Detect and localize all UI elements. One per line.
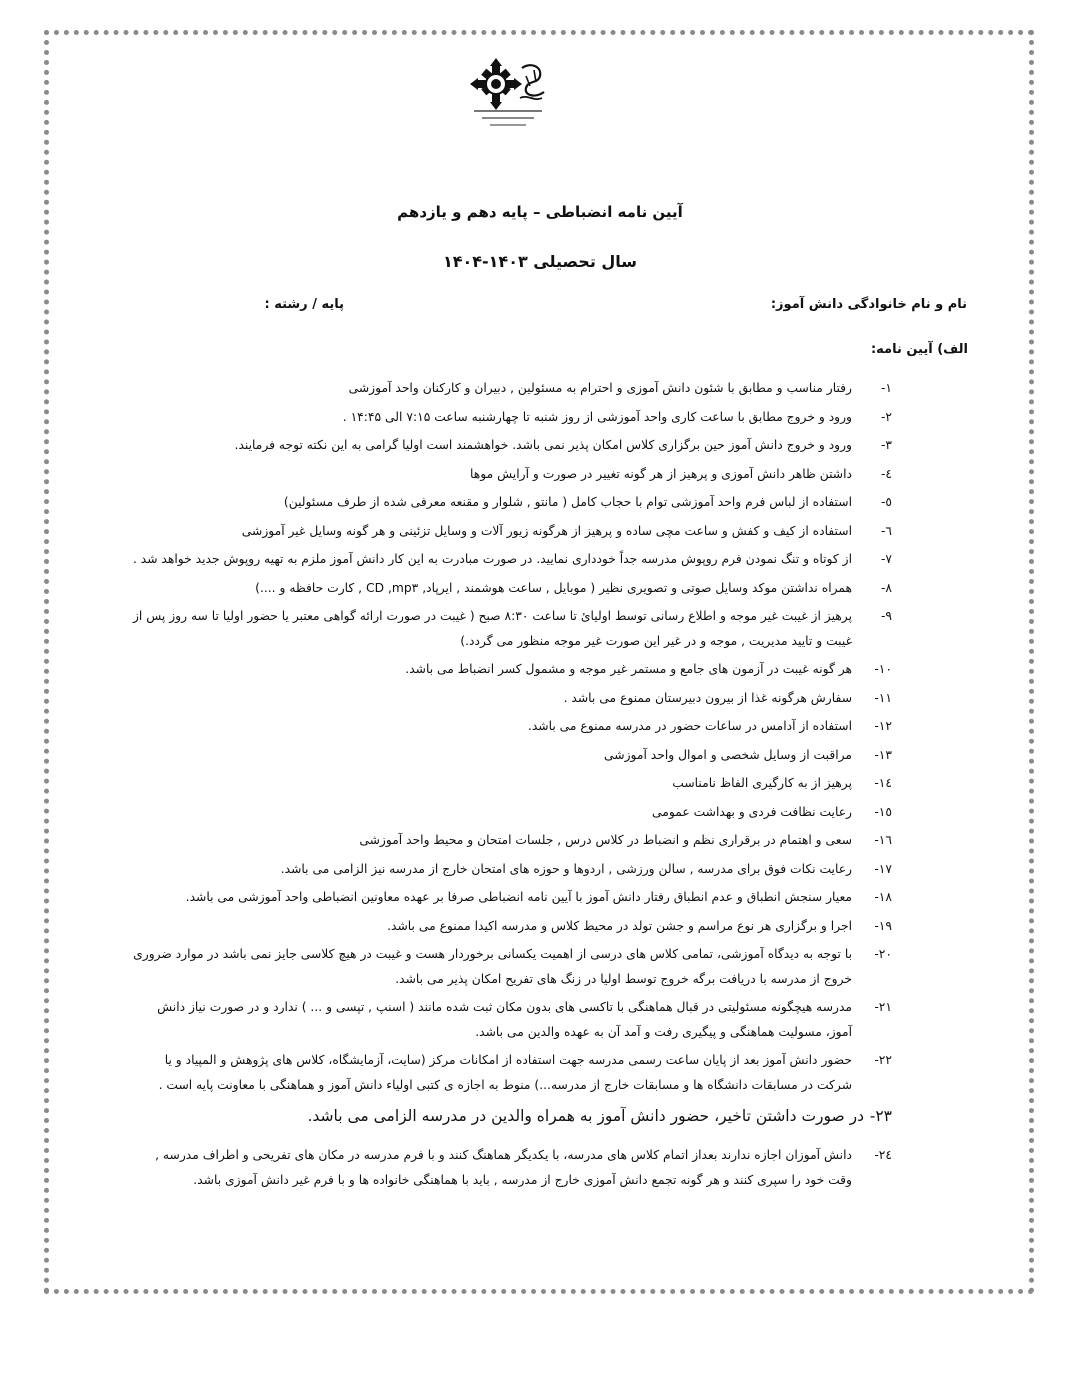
list-item [132,743,892,768]
list-item [132,405,892,430]
rule-text: سفارش هرگونه غذا از بیرون دبیرستان ممنوع می باشد . [563,690,852,705]
list-item [132,714,892,739]
list-item [132,800,892,825]
list-item [132,914,892,939]
rule-number: ۱٤- [874,776,892,790]
academic-year: سال تحصیلی ۱۴۰۳-۱۴۰۴ [442,252,638,271]
rule-text: در صورت داشتن تاخیر، حضور دانش آموز به همراه والدین در مدرسه الزامی می باشد. [307,1107,864,1125]
rule-text: استفاده از کیف و کفش و ساعت مچی ساده و پرهیز از هرگونه زیور آلات و وسایل تزئینی و هر گونه وسایل غیر آموزشی [241,523,852,538]
list-item [132,519,892,544]
rule-text: مراقبت از وسایل شخصی و اموال واحد آموزشی [604,747,852,762]
rule-number: ٦- [880,523,892,538]
rule-text: با توجه به دیدگاه آموزشی، تمامی کلاس های درسی از اهمیت یکسانی برخوردار هست و غیبت در هیچ کلاسی جایز نمی باشد در موارد ضروری خروج از مدرسه با دریافت برگه خروج توسط اولیا در زنگ های تفریح امکان پذیر می باشد. [133,947,852,986]
rule-number: ۲۲- [874,1053,892,1067]
rule-number: ۲۱- [874,1000,892,1014]
rule-number: ۲- [880,409,892,424]
rule-number: ۱٧- [874,861,892,876]
rule-number: ٧- [880,552,892,566]
rule-text: از کوتاه و تنگ نمودن فرم روپوش مدرسه جداً خودداری نمایید. در صورت مبادرت به این کار دانش آموز ملزم به تهیه روپوش جدید خواهد شد . [132,552,852,566]
rule-text: مدرسه هیچگونه مسئولیتی در قبال هماهنگی با تاکسی های بدون مکان ثبت شده مانند ( اسنپ , تپسی و ... ) ندارد و در صورت نیاز دانش آموز، مسولیت هماهنگی و پیگیری رفت و آمد آن به عهده والدین می باشد. [157,1000,852,1039]
rule-text: داشتن ظاهر دانش آموزی و پرهیز از هر گونه تغییر در صورت و آرایش موها [470,466,852,481]
list-item [132,686,892,711]
rule-text: ورود و خروج دانش آموز حین برگزاری کلاس امکان پذیر نمی باشد. خواهشمند است اولیا گرامی به این نکته توجه فرمایند. [234,438,852,452]
rule-number: ٩- [880,609,892,623]
rule-text: پرهیز از غیبت غیر موجه و اطلاع رسانی توسط اولیائ تا ساعت ۸:۳۰ صبح ( غیبت در صورت ارائه گواهی معتبر یا حضور اولیا تا سه روز پس از غیبت و تایید مدیریت , موجه و در غیر این صورت غیر موجه منظور می گردد.) [132,609,852,648]
rule-number: ۱۲- [874,719,892,733]
rule-number: ۱٩- [874,918,892,933]
section-heading: الف) آیین نامه: [870,342,968,357]
list-item [132,462,892,487]
rule-number: ۲۰- [874,947,892,961]
rule-number: ۱٥- [874,804,892,819]
rule-text: استفاده از آدامس در ساعات حضور در مدرسه ممنوع می باشد. [527,719,852,733]
rule-number: ۲٤- [874,1148,892,1162]
rule-text: سعی و اهتمام در برقراری نظم و انضباط در کلاس درس , جلسات امتحان و محیط واحد آموزشی [359,833,852,847]
list-item [132,942,892,991]
logo-caption-lines-icon [468,108,548,134]
list-item [132,857,892,882]
rule-text: رفتار مناسب و مطابق با شئون دانش آموزی و احترام به مسئولین , دبیران و کارکنان واحد آموزشی [348,381,852,395]
list-item [132,490,892,515]
rule-text: همراه نداشتن موکد وسایل صوتی و تصویری نظیر ( موبایل , ساعت هوشمند , ایرپاد, CD ,mp۳ , کارت حافظه و ....) [255,580,852,595]
rule-number: ٥- [880,495,892,509]
rule-text: دانش آموزان اجازه ندارند بعداز اتمام کلاس های مدرسه، با یکدیگر هماهنگ کنند و با فرم مدرسه در مکان های تفریحی و اطراف مدرسه , وقت خود را سپری کنند و هر گونه تجمع دانش آموزی خارج از مدرسه , باید با هماهنگی خانواده ها و با فرم غیر دانش آموزی باشد. [155,1148,852,1187]
list-item [132,604,892,653]
logo-caption [468,108,548,136]
rule-number: ٨- [880,580,892,595]
rule-number: ۱- [880,381,892,395]
rule-text: رعایت نکات فوق برای مدرسه , سالن ورزشی , اردوها و حوزه های امتحان خارج از مدرسه نیز الزامی می باشد. [280,861,852,876]
list-item [132,1143,892,1192]
rule-text: حضور دانش آموز بعد از پایان ساعت رسمی مدرسه جهت استفاده از امکانات مرکز (سایت، آزمایشگاه، کلاس های پژوهش و المپیاد و یا شرکت در مسابقات دانشگاه ها و مسابقات خارج از مدرسه...) منوط به اجازه ی کتبی اولیاء دانش آموز و هماهنگی با معاونت پایه است . [158,1053,852,1092]
list-item [132,995,892,1044]
rules-list [132,376,892,1196]
rule-text: هر گونه غیبت در آزمون های جامع و مستمر غیر موجه و مشمول کسر انضباط می باشد. [405,662,852,676]
rule-number: ۳- [880,438,892,452]
list-item [132,576,892,601]
rule-number: ۱۰- [874,662,892,676]
document-title: آیین نامه انضباطی – پایه دهم و یازدهم [397,203,683,221]
rule-number: ۱۳- [874,747,892,762]
rule-text: پرهیز از به کارگیری الفاظ نامناسب [672,776,852,790]
rule-text: اجرا و برگزاری هر نوع مراسم و جشن تولد در محیط کلاس و مدرسه اکیدا ممنوع می باشد. [387,918,852,933]
list-item [132,1103,892,1129]
rule-text: ورود و خروج مطابق با ساعت کاری واحد آموزشی از روز شنبه تا چهارشنبه ساعت ۷:۱۵ الی ۱۴:۴۵ . [342,409,852,424]
list-item [132,885,892,910]
list-item [132,1048,892,1097]
rule-number: ۱۱- [874,690,892,705]
list-item [132,376,892,401]
rule-text: رعایت نظافت فردی و بهداشت عمومی [652,804,852,819]
rule-number: ۱٨- [874,890,892,904]
rule-number: ٤- [880,466,892,481]
list-item [132,657,892,682]
list-item [132,433,892,458]
list-item [132,771,892,796]
list-item [132,547,892,572]
grade-field-label: پایه / رشته : [264,297,344,312]
list-item [132,828,892,853]
student-name-label: نام و نام خانوادگی دانش آموز: [770,297,967,312]
rule-number: ۲۳- [869,1107,892,1125]
rule-number: ۱٦- [874,833,892,847]
rule-text: معیار سنجش انطباق و عدم انطباق رفتار دانش آموز با آیین نامه انضباطی صرفا بر عهده معاونین انضباطی واحد آموزشی می باشد. [185,890,852,904]
rule-text: استفاده از لباس فرم واحد آموزشی توام با حجاب کامل ( مانتو , شلوار و مقنعه معرفی شده از طرف مسئولین) [283,495,852,509]
